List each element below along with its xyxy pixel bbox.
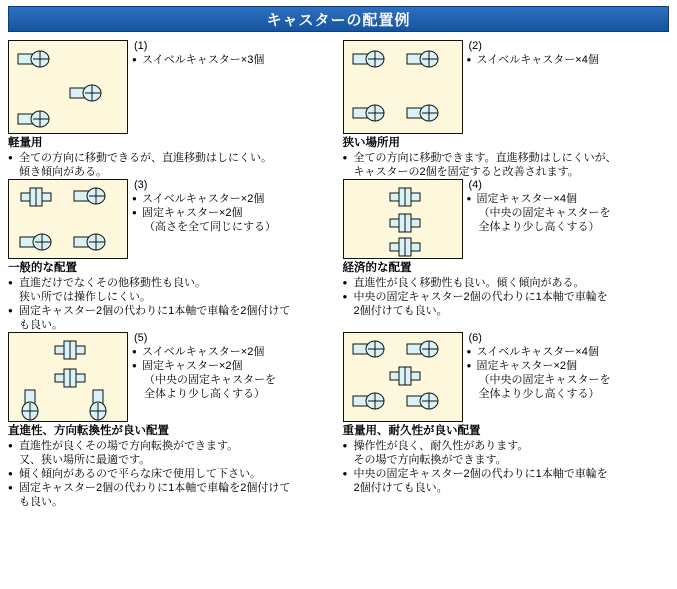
note-item: 狭い所では操作しにくい。 bbox=[19, 291, 151, 303]
panel-figure-row bbox=[343, 40, 670, 134]
panel-grid bbox=[8, 40, 669, 509]
note-item: 2個付けても良い。 bbox=[353, 482, 448, 494]
caster-swivel-h-icon bbox=[406, 103, 440, 123]
panel-notes bbox=[8, 276, 335, 332]
panel-figure-row bbox=[8, 332, 335, 422]
caster-layout-diagram bbox=[343, 332, 463, 422]
panel-number-label: (1) bbox=[134, 40, 148, 52]
panel-spec-column bbox=[463, 40, 670, 67]
panel-4 bbox=[343, 179, 670, 332]
panel-subtitle: 一般的な配置 bbox=[8, 262, 77, 274]
panel-subtitle: 重量用、耐久性が良い配置 bbox=[342, 425, 481, 437]
panel-number-label: (5) bbox=[134, 332, 148, 344]
spec-item: ● スイベルキャスター×2個 bbox=[132, 345, 335, 359]
spec-item: ● 固定キャスター×2個 bbox=[132, 359, 335, 373]
spec-item: ● スイベルキャスター×2個 bbox=[132, 192, 335, 206]
panel-spec-column bbox=[128, 40, 335, 67]
panel-6 bbox=[343, 332, 670, 509]
note-item: ● 全ての方向に移動できるが、直進移動はしにくい。 bbox=[8, 151, 335, 165]
page-title: キャスターの配置例 bbox=[266, 11, 411, 29]
spec-item: （中央の固定キャスターを bbox=[144, 374, 276, 386]
panel-figure-row bbox=[343, 332, 670, 422]
spec-item: 全体より少し高くする） bbox=[478, 388, 600, 400]
caster-swivel-h-icon bbox=[69, 83, 103, 103]
caster-fixed-h-icon bbox=[388, 365, 422, 387]
panel-figure-row bbox=[343, 179, 670, 259]
caster-swivel-v-icon bbox=[19, 389, 41, 421]
panel-notes bbox=[343, 151, 670, 179]
caster-fixed-h-icon bbox=[19, 186, 53, 208]
caster-swivel-h-icon bbox=[406, 391, 440, 411]
spec-list bbox=[467, 345, 670, 401]
panel-spec-column bbox=[463, 179, 670, 234]
spec-item: 全体より少し高くする） bbox=[478, 221, 600, 233]
panel-notes bbox=[343, 439, 670, 495]
caster-swivel-h-icon bbox=[352, 103, 386, 123]
panel-subtitle: 軽量用 bbox=[8, 137, 43, 149]
spec-item: （高さを全て同じにする） bbox=[144, 221, 276, 233]
note-item: ● 固定キャスター2個の代わりに1本軸で車輪を2個付けて bbox=[8, 481, 335, 495]
caster-swivel-h-icon bbox=[17, 109, 51, 129]
note-item: ● 操作性が良く、耐久性があります。 bbox=[343, 439, 670, 453]
note-item: も良い。 bbox=[19, 496, 63, 508]
spec-list bbox=[467, 192, 670, 234]
note-item: 傾き傾向がある。 bbox=[19, 166, 107, 178]
panel-number-label: (4) bbox=[468, 179, 482, 191]
caster-swivel-h-icon bbox=[352, 49, 386, 69]
note-item: ● 直進性が良く移動性も良い。傾く傾向がある。 bbox=[343, 276, 670, 290]
note-item: ● 直進だけでなくその他移動性も良い。 bbox=[8, 276, 335, 290]
panel-number-label: (6) bbox=[468, 332, 482, 344]
note-item: ● 中央の固定キャスター2個の代わりに1本軸で車輪を bbox=[343, 467, 670, 481]
panel-number-label: (3) bbox=[134, 179, 148, 191]
note-item: ● 全ての方向に移動できます。直進移動はしにくいが、 bbox=[343, 151, 670, 165]
caster-layout-diagram bbox=[8, 40, 128, 134]
caster-swivel-v-icon bbox=[87, 389, 109, 421]
caster-fixed-h-icon bbox=[388, 212, 422, 234]
panel-3 bbox=[8, 179, 335, 332]
note-item: ● 直進性が良くその場で方向転換ができます。 bbox=[8, 439, 335, 453]
caster-swivel-h-icon bbox=[352, 339, 386, 359]
panel-subtitle: 経済的な配置 bbox=[342, 262, 412, 274]
caster-layout-diagram bbox=[343, 179, 463, 259]
panel-notes bbox=[8, 151, 335, 179]
page-title-bar bbox=[8, 6, 669, 32]
panel-notes bbox=[8, 439, 335, 509]
spec-item: （中央の固定キャスターを bbox=[478, 207, 611, 219]
panel-figure-row bbox=[8, 179, 335, 259]
panel-notes bbox=[343, 276, 670, 318]
caster-swivel-h-icon bbox=[406, 49, 440, 69]
panel-number-label: (2) bbox=[468, 40, 482, 52]
note-item: その場で方向転換ができます。 bbox=[353, 454, 507, 466]
caster-swivel-h-icon bbox=[19, 232, 53, 252]
caster-layout-diagram bbox=[8, 332, 128, 422]
panel-5 bbox=[8, 332, 335, 509]
note-item: キャスターの2個を固定すると改善されます。 bbox=[353, 166, 579, 178]
note-item: 又、狭い場所に最適です。 bbox=[19, 454, 151, 466]
note-item: ● 中央の固定キャスター2個の代わりに1本軸で車輪を bbox=[343, 290, 670, 304]
panel-2 bbox=[343, 40, 670, 179]
panel-subtitle: 狭い場所用 bbox=[342, 137, 400, 149]
note-item: も良い。 bbox=[19, 319, 63, 331]
spec-item: （中央の固定キャスターを bbox=[478, 374, 611, 386]
spec-list bbox=[467, 53, 670, 67]
caster-swivel-h-icon bbox=[73, 232, 107, 252]
caster-swivel-h-icon bbox=[406, 339, 440, 359]
spec-item: ● 固定キャスター×2個 bbox=[467, 359, 670, 373]
panel-figure-row bbox=[8, 40, 335, 134]
note-item: ● 固定キャスター2個の代わりに1本軸で車輪を2個付けて bbox=[8, 304, 335, 318]
panel-spec-column bbox=[463, 332, 670, 401]
caster-swivel-h-icon bbox=[73, 186, 107, 206]
spec-list bbox=[132, 53, 335, 67]
spec-item: ● 固定キャスター×4個 bbox=[467, 192, 670, 206]
spec-item: ● 固定キャスター×2個 bbox=[132, 206, 335, 220]
spec-item: ● スイベルキャスター×3個 bbox=[132, 53, 335, 67]
spec-item: ● スイベルキャスター×4個 bbox=[467, 53, 670, 67]
spec-list bbox=[132, 345, 335, 401]
panel-1 bbox=[8, 40, 335, 179]
caster-layout-diagram bbox=[8, 179, 128, 259]
note-item: 2個付けても良い。 bbox=[353, 305, 448, 317]
caster-swivel-h-icon bbox=[17, 49, 51, 69]
caster-fixed-h-icon bbox=[53, 367, 87, 389]
caster-fixed-h-icon bbox=[388, 186, 422, 208]
spec-list bbox=[132, 192, 335, 234]
caster-fixed-h-icon bbox=[388, 236, 422, 258]
spec-item: 全体より少し高くする） bbox=[144, 388, 265, 400]
caster-fixed-h-icon bbox=[53, 339, 87, 361]
caster-swivel-h-icon bbox=[352, 391, 386, 411]
panel-subtitle: 直進性、方向転換性が良い配置 bbox=[8, 425, 169, 437]
caster-layout-diagram bbox=[343, 40, 463, 134]
spec-item: ● スイベルキャスター×4個 bbox=[467, 345, 670, 359]
panel-spec-column bbox=[128, 332, 335, 401]
panel-spec-column bbox=[128, 179, 335, 234]
note-item: ● 傾く傾向があるので平らな床で使用して下さい。 bbox=[8, 467, 335, 481]
